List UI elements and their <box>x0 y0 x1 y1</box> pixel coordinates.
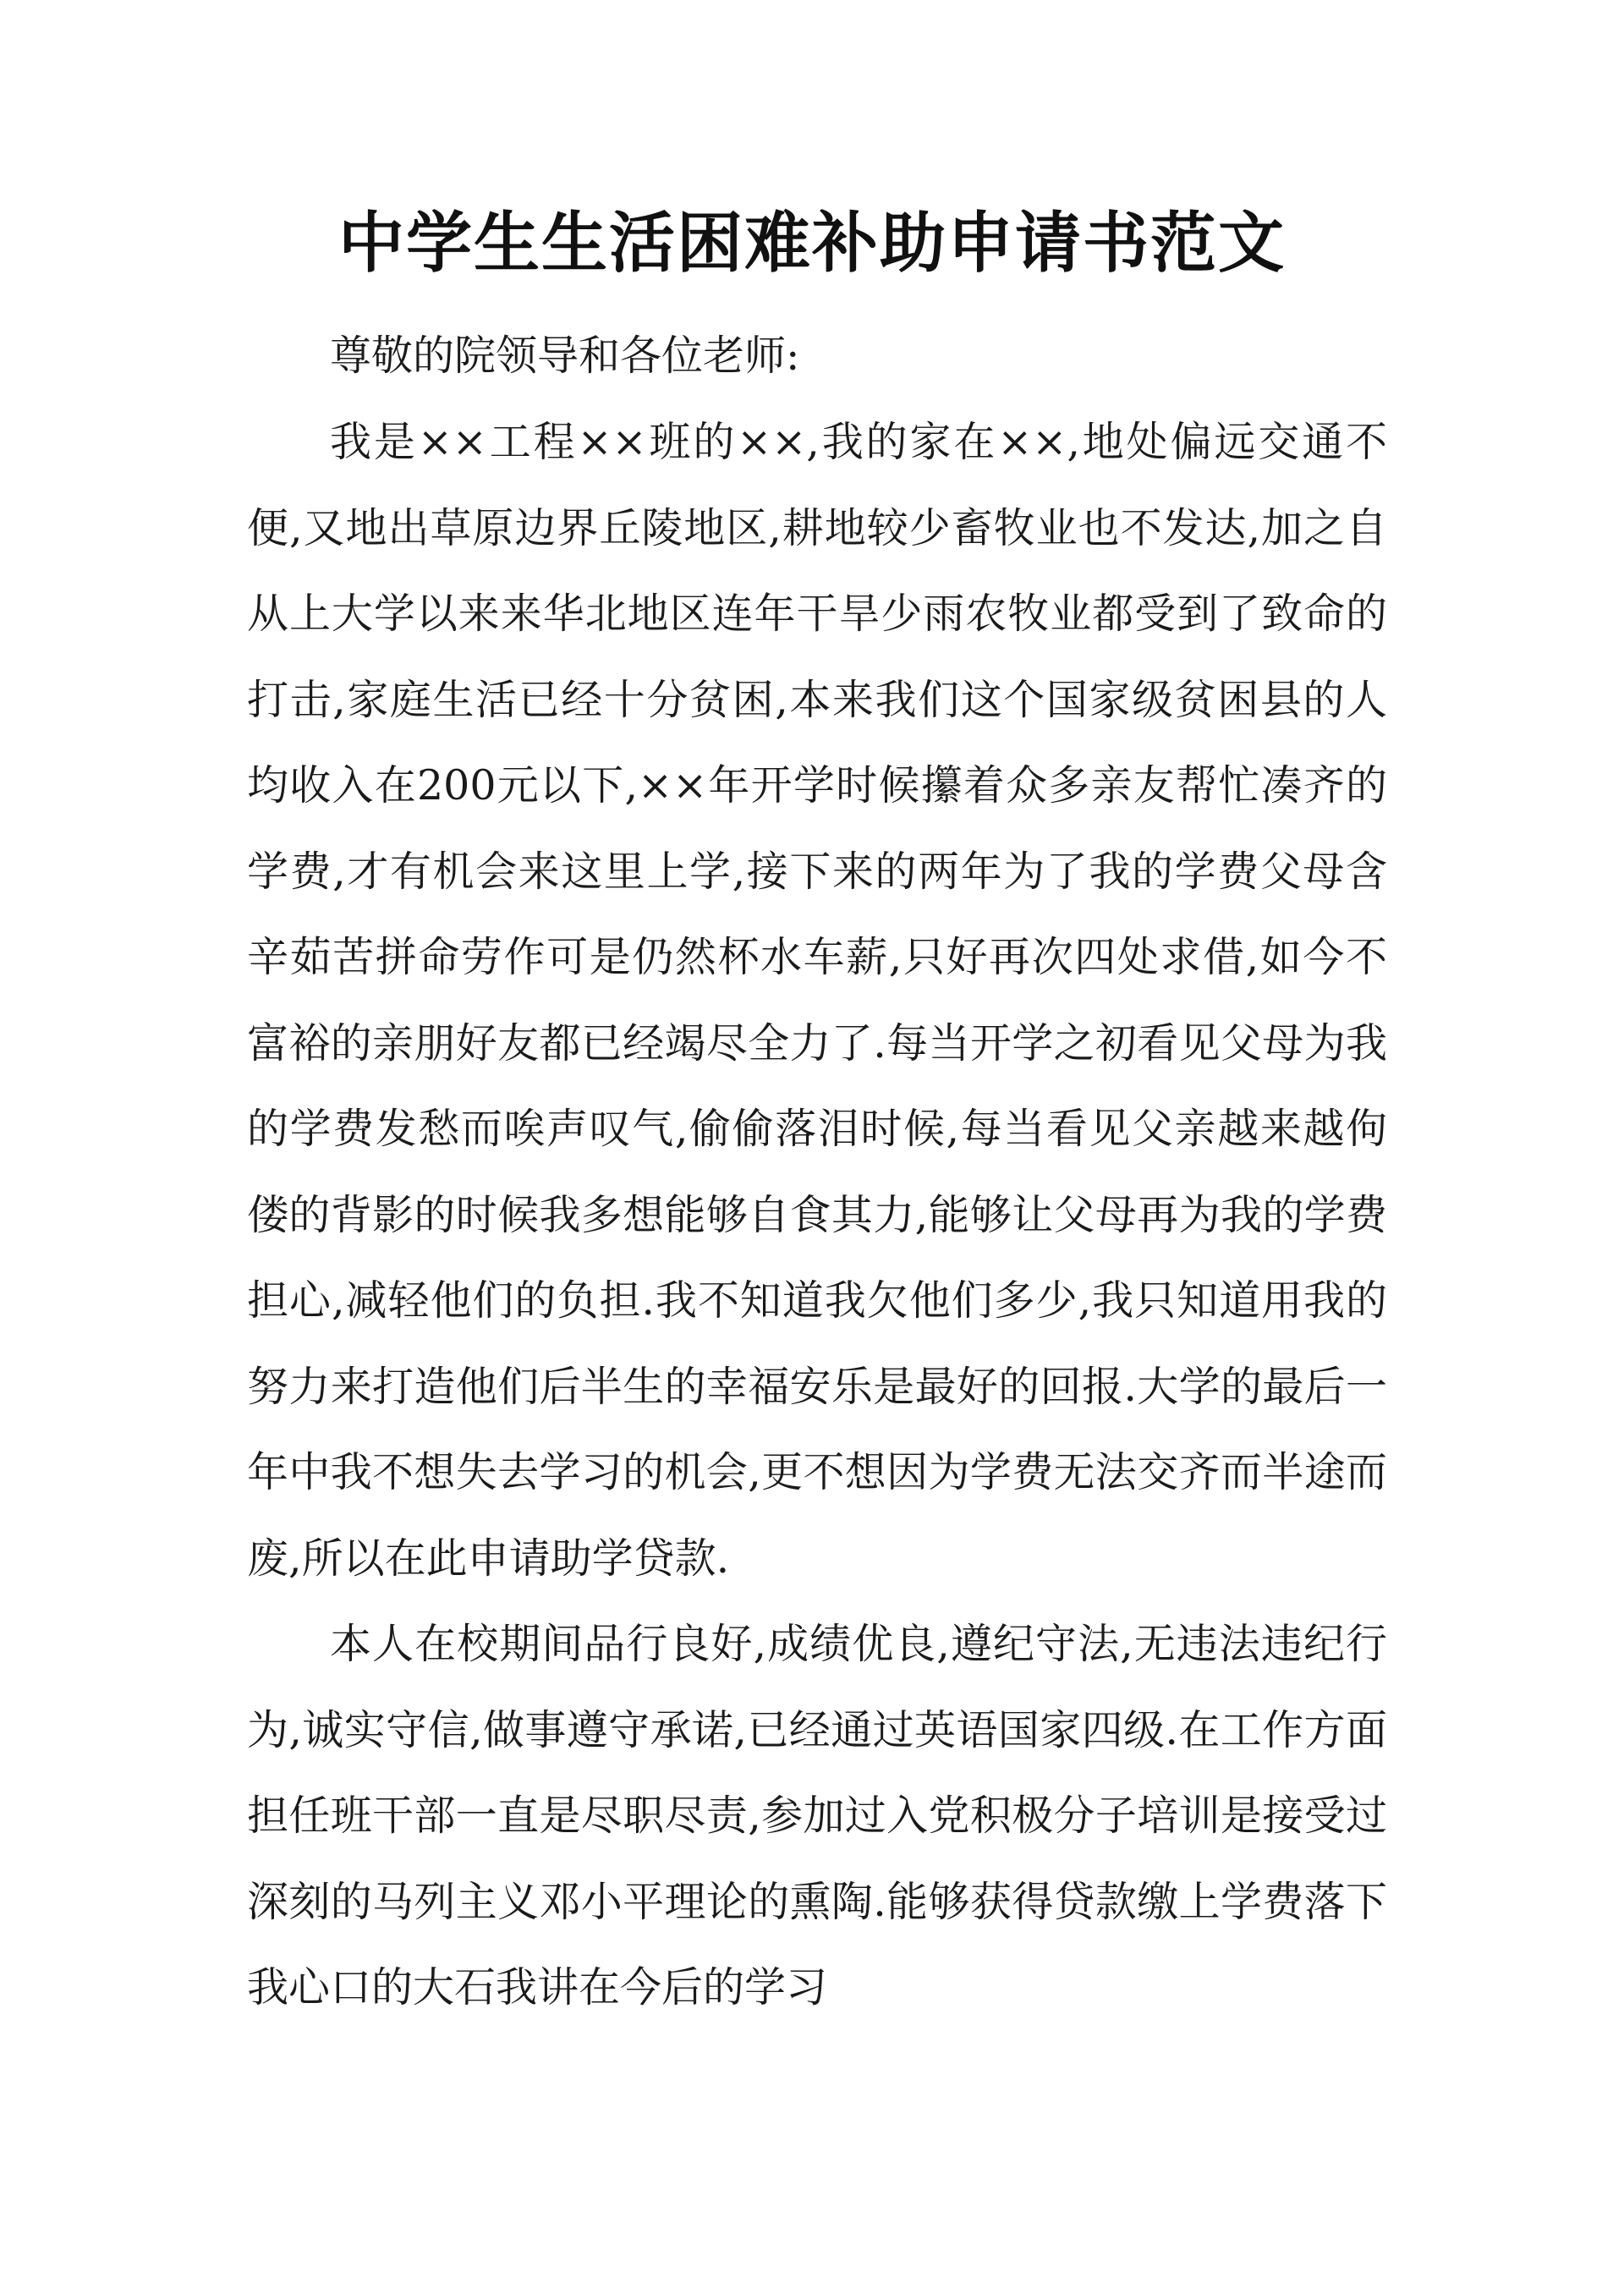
paragraph-1: 我是××工程××班的××,我的家在××,地处偏远交通不便,又地出草原边界丘陵地区,耕地较少畜牧业也不发达,加之自从上大学以来来华北地区连年干旱少雨农牧业都受到了致命的打击,家庭生活已经十分贫困,本来我们这个国家级贫困县的人均收入在200元以下,××年开学时候攥着众多亲友帮忙凑齐的学费,才有机会来这里上学,接下来的两年为了我的学费父母含辛茹苦拼命劳作可是仍然杯水车薪,只好再次四处求借,如今不富裕的亲朋好友都已经竭尽全力了.每当开学之初看见父母为我的学费发愁而唉声叹气,偷偷落泪时候,每当看见父亲越来越佝偻的背影的时候我多想能够自食其力,能够让父母再为我的学费担心,减轻他们的负担.我不知道我欠他们多少,我只知道用我的努力来打造他们后半生的幸福安乐是最好的回报.大学的最后一年中我不想失去学习的机会,更不想因为学费无法交齐而半途而废,所以在此申请助学贷款. <box>247 418 1387 1583</box>
paragraph-2: 本人在校期间品行良好,成绩优良,遵纪守法,无违法违纪行为,诚实守信,做事遵守承诺,已经通过英语国家四级.在工作方面担任班干部一直是尽职尽责,参加过入党积极分子培训是接受过深刻的马列主义邓小平理论的熏陶.能够获得贷款缴上学费落下我心口的大石我讲在今后的学习 <box>247 1620 1387 2011</box>
salutation: 尊敬的院领导和各位老师: <box>330 332 800 380</box>
document-title: 中学生生活困难补助申请书范文 <box>337 205 1286 282</box>
salutation-block <box>247 313 1387 399</box>
body-paragraphs <box>247 399 1387 2031</box>
